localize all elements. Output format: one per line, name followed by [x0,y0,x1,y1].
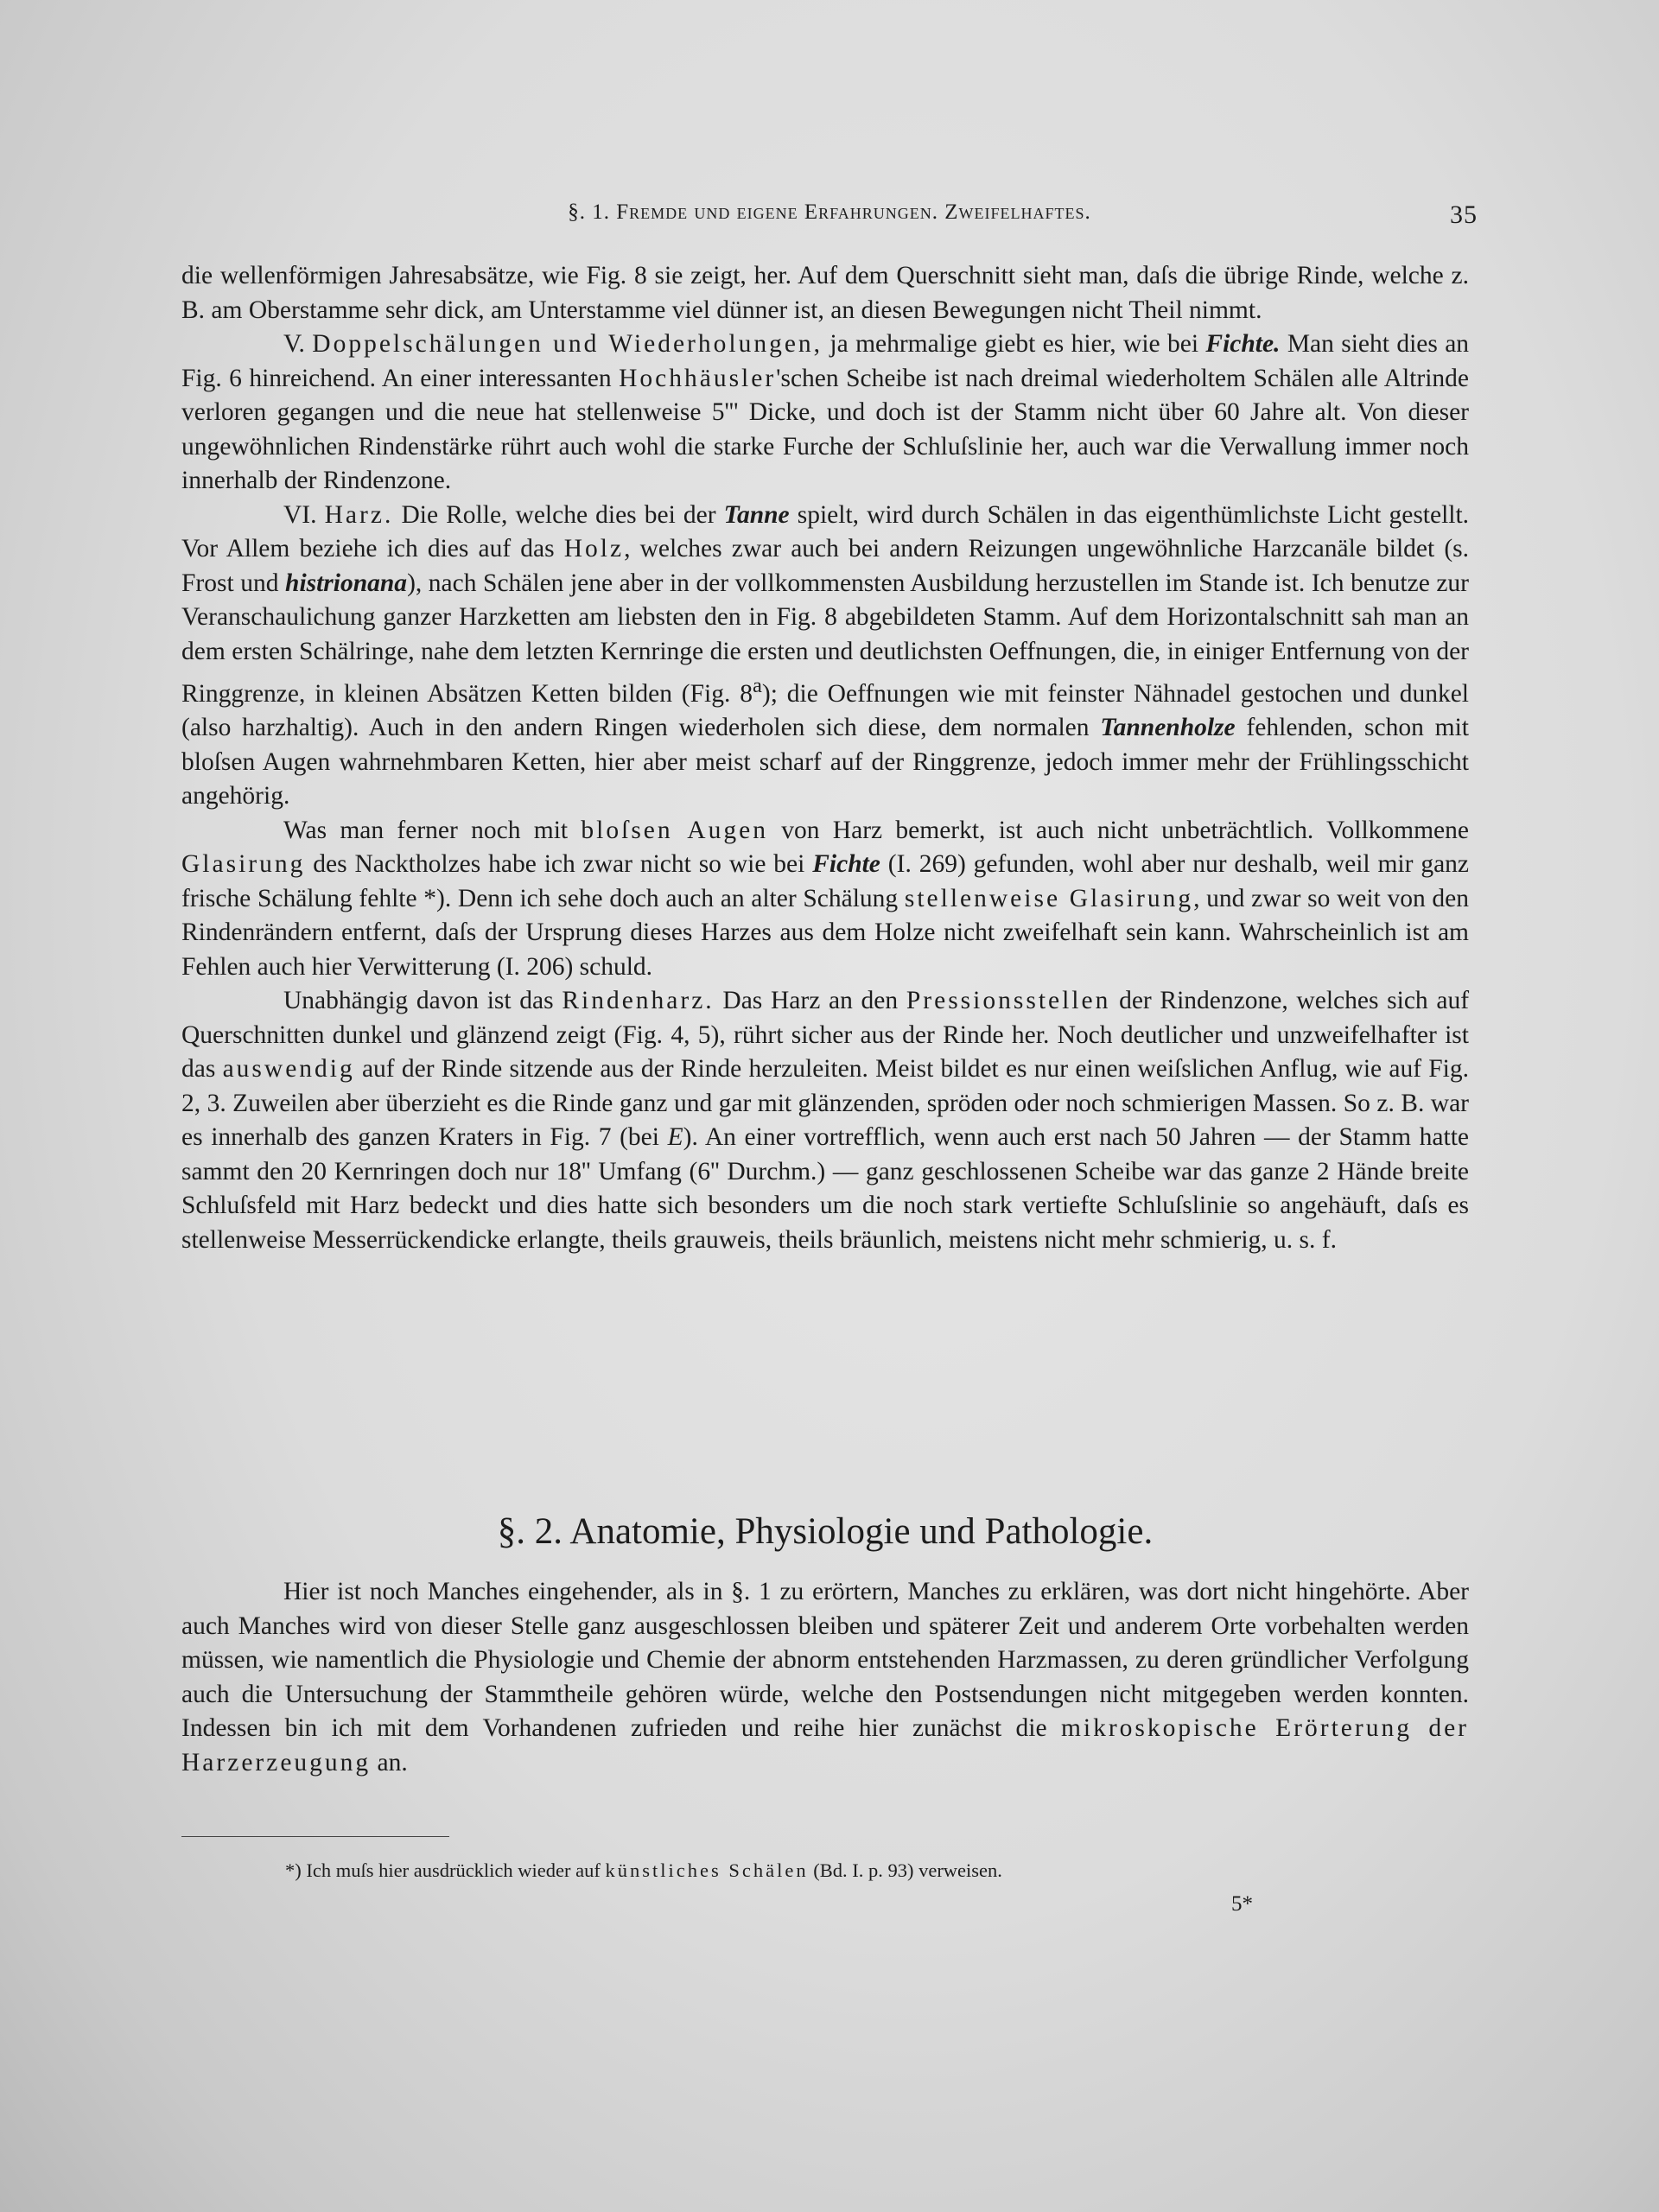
running-head-title: §. 1. Fremde und eigene Erfahrungen. Zweifelhaftes. [568,200,1091,224]
person-name: Hochhäusler [619,364,777,392]
species-name: Fichte [812,850,880,879]
spaced-term: Harz. [324,500,394,529]
spaced-term: stellenweise Glasirung [904,884,1194,912]
paragraph-rindenharz: Unabhängig davon ist das Rindenharz. Das Harz an den Pressionsstellen der Rindenzone, welches sich auf Querschnitten dunkel und glänzend zeigt (Fig. 4, 5), rührt sicher aus der Rinde her. Noch deutlicher und unzweifelhafter ist das auswendig auf der Rinde sitzende aus der Rinde herzuleiten. Meist bildet es nur einen weiſslichen Anflug, wie auf Fig. 2, 3. Zuweilen aber überzieht es die Rinde ganz und gar mit glänzenden, spröden oder noch schmierigen Massen. So z. B. war es innerhalb des ganzen Kraters in Fig. 7 (bei E). An einer vortrefflich, wenn auch erst nach 50 Jahren — der Stamm hatte sammt den 20 Kernringen doch nur 18'' Umfang (6'' Durchm.) — ganz geschlossenen Scheibe war das ganze 2 Hände breite Schluſsfeld mit Harz bedeckt und dies hatte sich besonders um die noch stark vertiefte Schluſslinie so angehäuft, daſs es stellenweise Messerrückendicke erlangte, theils grauweis, theils bräunlich, meistens nicht mehr schmierig, u. s. f. [181,987,1470,1254]
species-name: Fichte. [1205,330,1281,358]
paragraph-doppelschaelungen: V. Doppelschälungen und Wiederholungen, ja mehrmalige giebt es hier, wie bei Fichte. Man sieht dies an Fig. 6 hinreichend. An einer interessanten Hochhäusler'schen Scheibe ist nach dreimal wiederholtem Schälen alle Altrinde verloren gegangen und die neue hat stellenweise 5''' Dicke, und doch ist der Stamm nicht über 60 Jahre alt. Von dieser ungewöhnlichen Rindenstärke rührt auch wohl die starke Furche der Schluſslinie her, auch war die Verwallung immer noch innerhalb der Rindenzone. [181,330,1470,494]
spaced-term: mikroskopische Erörterung der Harzerzeugung [181,1714,1469,1777]
section-2-heading: §. 2. Anatomie, Physiologie und Pathologie. [497,1511,1154,1552]
section-2-body [181,1575,1469,1780]
species-name: Tannenholze [1100,714,1236,742]
spaced-term: bloſsen Augen [581,816,768,844]
footnote-rule [181,1836,449,1837]
paragraph-harz-bemerkt: Was man ferner noch mit bloſsen Augen von Harz bemerkt, ist auch nicht unbeträchtlich. Vollkommene Glasirung des Nacktholzes habe ich zwar nicht so wie bei Fichte (I. 269) gefunden, wohl aber nur deshalb, weil mir ganz frische Schälung fehlte *). Denn ich sehe doch auch an alter Schälung stellenweise Glasirung, und zwar so weit von den Rindenrändern entfernt, daſs der Ursprung dieses Harzes aus dem Holze nicht zweifelhaft sein kann. Wahrscheinlich ist am Fehlen auch hier Verwitterung (I. 206) schuld. [181,816,1470,981]
paragraph-harz: VI. Harz. Die Rolle, welche dies bei der Tanne spielt, wird durch Schälen in das eigenthümlichste Licht gestellt. Vor Allem beziehe ich dies auf das Holz, welches zwar auch bei andern Reizungen ungewöhnliche Harzcanäle bildet (s. Frost und histrionana), nach Schälen jene aber in der vollkommensten Ausbildung herzustellen im Stande ist. Ich benutze zur Veranschaulichung ganzer Harzketten am liebsten den in Fig. 8 abgebildeten Stamm. Auf dem Horizontalschnitt sah man an dem ersten Schälringe, nahe dem letzten Kernringe die ersten und deutlichsten Oeffnungen, die, in einiger Entfernung von der Ringgrenze, in kleinen Absätzen Ketten bilden (Fig. 8$^a$); die Oeffnungen wie mit feinster Nähnadel gestochen und dunkel (also harzhaltig). Auch in den andern Ringen wiederholen sich diese, dem normalen Tannenholze fehlenden, schon mit bloſsen Augen wahrnehmbaren Ketten, hier aber meist scharf auf der Ringgrenze, jedoch immer mehr der Frühlingsschicht angehörig. [181,500,1470,810]
section-1-body [181,259,1469,1257]
species-name: histrionana [285,569,408,597]
spaced-term: künstliches Schälen [605,1859,809,1881]
paragraph-continued: die wellenförmigen Jahresabsätze, wie Fig. 8 sie zeigt, her. Auf dem Querschnitt sieht man, daſs die übrige Rinde, welche z. B. am Oberstamme sehr dick, am Unterstamme viel dünner ist, an diesen Bewegungen nicht Theil nimmt. [181,262,1469,324]
species-name: Tanne [723,500,790,529]
figure-superscript: a [752,674,762,697]
spaced-term: Pressionsstellen [906,987,1111,1015]
running-head [181,200,1478,235]
spaced-term: Glasirung [181,850,306,879]
paragraph-anatomie: Hier ist noch Manches eingehender, als in §. 1 zu erörtern, Manches zu erklären, was dort nicht hingehörte. Aber auch Manches wird von dieser Stelle ganz ausgeschlossen bleiben und späterer Zeit und anderem Orte vorbehalten werden müssen, wie namentlich die Physiologie und Chemie der abnorm entstehenden Harzmassen, zu deren gründlicher Verfolgung auch die Untersuchung der Stammtheile gehören würde, welche den Postsendungen nicht mitgegeben werden konnten. Indessen bin ich mit dem Vorhandenen zufrieden und reihe hier zunächst die mikroskopische Erörterung der Harzerzeugung an. [181,1578,1469,1777]
footnote: *) Ich muſs hier ausdrücklich wieder auf künstliches Schälen (Bd. I. p. 93) verweisen. [285,1859,1002,1881]
spaced-term: auswendig [222,1055,355,1084]
spaced-term: Holz [563,535,625,563]
spaced-term: Doppelschälungen und Wiederholungen, [312,330,823,358]
signature-mark: 5* [1231,1892,1253,1916]
page-number: 35 [1450,200,1478,229]
spaced-term: Rindenharz. [562,987,715,1015]
figure-label: E [667,1123,683,1152]
